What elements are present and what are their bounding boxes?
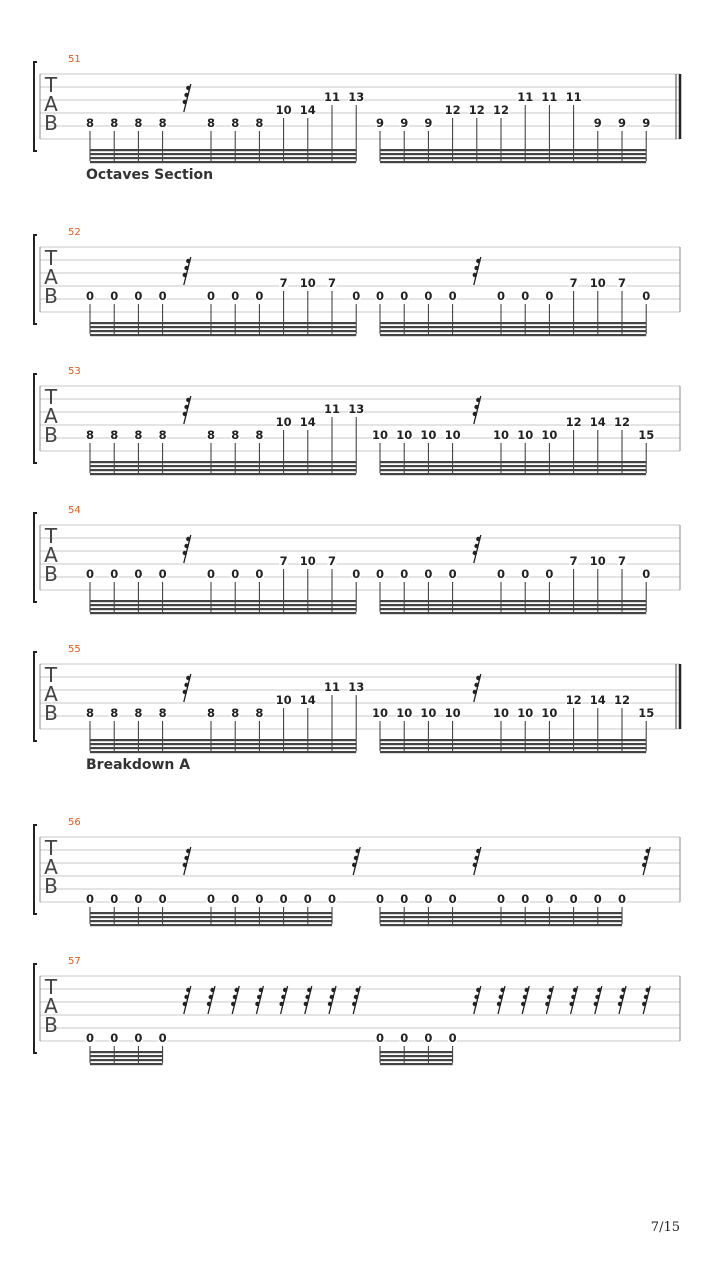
fret-number: 0: [110, 289, 119, 303]
fret-number: 8: [134, 428, 143, 442]
sixteenth-rest-icon: [473, 535, 481, 563]
sixteenth-beam: [380, 912, 622, 914]
sixteenth-rest-icon: [642, 986, 650, 1014]
sixteenth-beam: [90, 334, 356, 336]
fret-number: 7: [617, 554, 627, 568]
sixteenth-beam: [380, 916, 622, 918]
tab-clef-letter: B: [44, 701, 58, 725]
sixteenth-beam: [380, 747, 646, 749]
system-bracket: [34, 62, 37, 151]
sixteenth-rest-icon: [207, 986, 215, 1014]
fret-number: 12: [613, 415, 631, 429]
fret-number: 8: [85, 116, 95, 130]
fret-number: 0: [617, 892, 627, 906]
sixteenth-rest-icon: [618, 986, 626, 1014]
system-bracket: [34, 652, 37, 741]
sixteenth-beam: [380, 330, 646, 332]
fret-number: 12: [565, 415, 582, 429]
fret-number: 0: [255, 892, 264, 906]
fret-number: 0: [375, 892, 385, 906]
measure-number: 54: [68, 505, 81, 516]
fret-number: 8: [255, 116, 264, 130]
sixteenth-beam: [380, 1063, 453, 1065]
tab-clef-letter: B: [44, 874, 58, 898]
sixteenth-beam: [90, 739, 356, 741]
fret-number: 0: [496, 289, 506, 303]
fret-number: 12: [444, 103, 461, 117]
fret-number: 11: [541, 90, 558, 104]
sixteenth-beam: [380, 1051, 453, 1053]
sixteenth-beam: [380, 920, 622, 922]
fret-number: 10: [444, 428, 461, 442]
sixteenth-rest-icon: [545, 986, 553, 1014]
sixteenth-rest-icon: [328, 986, 336, 1014]
fret-number: 0: [593, 892, 602, 906]
fret-number: 0: [303, 892, 312, 906]
sixteenth-beam: [90, 1051, 163, 1053]
sixteenth-rest-icon: [183, 847, 191, 875]
tab-system-52: [34, 167, 680, 336]
fret-number: 10: [517, 428, 534, 442]
sixteenth-rest-icon: [183, 257, 191, 285]
sixteenth-beam: [90, 920, 332, 922]
sixteenth-rest-icon: [255, 986, 263, 1014]
sixteenth-rest-icon: [183, 986, 191, 1014]
sixteenth-rest-icon: [473, 257, 481, 285]
sixteenth-beam: [380, 751, 646, 753]
sixteenth-beam: [380, 322, 646, 324]
fret-number: 10: [371, 428, 389, 442]
fret-number: 7: [279, 554, 288, 568]
tab-clef-letter: T: [44, 73, 58, 97]
fret-number: 0: [158, 567, 167, 581]
sixteenth-beam: [90, 473, 356, 475]
fret-number: 8: [110, 428, 119, 442]
fret-number: 0: [424, 1031, 433, 1045]
sixteenth-beam: [380, 161, 646, 163]
sixteenth-beam: [90, 322, 356, 324]
sixteenth-beam: [90, 600, 356, 602]
fret-number: 0: [448, 892, 457, 906]
tab-clef-letter: B: [44, 562, 58, 586]
sixteenth-beam: [90, 743, 356, 745]
tab-clef-letter: A: [44, 855, 58, 879]
fret-number: 11: [565, 90, 582, 104]
sixteenth-beam: [90, 916, 332, 918]
sixteenth-rest-icon: [279, 986, 287, 1014]
fret-number: 0: [206, 289, 216, 303]
tab-clef-letter: B: [44, 423, 58, 447]
fret-number: 7: [617, 276, 627, 290]
sixteenth-rest-icon: [594, 986, 602, 1014]
sixteenth-beam: [90, 1055, 163, 1057]
sixteenth-beam: [380, 604, 646, 606]
fret-number: 8: [231, 116, 240, 130]
sixteenth-beam: [90, 330, 356, 332]
system-bracket: [34, 374, 37, 463]
fret-number: 8: [110, 116, 119, 130]
fret-number: 0: [496, 567, 506, 581]
tab-clef-letter: T: [44, 385, 58, 409]
fret-number: 8: [158, 428, 167, 442]
fret-number: 13: [348, 680, 365, 694]
sixteenth-rest-icon: [183, 535, 191, 563]
sixteenth-beam: [90, 153, 356, 155]
sixteenth-beam: [380, 157, 646, 159]
fret-number: 10: [444, 706, 461, 720]
measure-number: 51: [68, 54, 81, 65]
fret-number: 12: [492, 103, 510, 117]
fret-number: 0: [569, 892, 578, 906]
sixteenth-beam: [380, 461, 646, 463]
fret-number: 0: [424, 892, 433, 906]
fret-number: 10: [541, 706, 558, 720]
fret-number: 10: [371, 706, 389, 720]
sixteenth-beam: [90, 461, 356, 463]
sixteenth-beam: [90, 465, 356, 467]
fret-number: 0: [352, 289, 361, 303]
tab-clef-letter: T: [44, 663, 58, 687]
fret-number: 10: [420, 428, 437, 442]
sixteenth-rest-icon: [497, 986, 505, 1014]
fret-number: 14: [589, 415, 606, 429]
sixteenth-rest-icon: [569, 986, 577, 1014]
fret-number: 0: [496, 892, 506, 906]
fret-number: 9: [424, 116, 433, 130]
fret-number: 7: [327, 554, 337, 568]
fret-number: 0: [545, 567, 554, 581]
tab-clef-letter: T: [44, 836, 58, 860]
fret-number: 0: [231, 567, 240, 581]
fret-number: 0: [375, 1031, 385, 1045]
fret-number: 10: [589, 554, 606, 568]
sixteenth-rest-icon: [183, 84, 191, 112]
fret-number: 0: [545, 289, 554, 303]
fret-number: 0: [521, 289, 530, 303]
section-heading: Breakdown A: [86, 757, 191, 773]
tab-system-53: [34, 366, 680, 475]
sixteenth-beam: [380, 600, 646, 602]
fret-number: 8: [255, 428, 264, 442]
fret-number: 0: [448, 1031, 457, 1045]
sixteenth-beam: [90, 157, 356, 159]
fret-number: 9: [617, 116, 627, 130]
fret-number: 0: [158, 289, 167, 303]
measure-number: 56: [68, 817, 81, 828]
sixteenth-beam: [90, 1059, 163, 1061]
fret-number: 0: [521, 567, 530, 581]
fret-number: 13: [348, 90, 365, 104]
sixteenth-rest-icon: [642, 847, 650, 875]
sixteenth-beam: [90, 751, 356, 753]
tab-system-51: [34, 54, 680, 163]
fret-number: 0: [642, 567, 651, 581]
system-bracket: [34, 964, 37, 1053]
fret-number: 10: [396, 706, 413, 720]
tab-system-56: [34, 757, 680, 926]
sixteenth-rest-icon: [473, 986, 481, 1014]
tab-clef-letter: T: [44, 524, 58, 548]
tab-clef-letter: B: [44, 1013, 58, 1037]
fret-number: 8: [206, 116, 216, 130]
tab-system-54: [34, 505, 680, 614]
fret-number: 10: [275, 103, 292, 117]
measure-number: 53: [68, 366, 81, 377]
fret-number: 0: [352, 567, 361, 581]
fret-number: 13: [348, 402, 365, 416]
tab-clef-letter: A: [44, 265, 58, 289]
fret-number: 8: [206, 428, 216, 442]
fret-number: 10: [299, 554, 316, 568]
fret-number: 8: [110, 706, 119, 720]
fret-number: 0: [134, 1031, 143, 1045]
fret-number: 0: [255, 567, 264, 581]
sixteenth-rest-icon: [183, 396, 191, 424]
fret-number: 10: [420, 706, 437, 720]
sixteenth-rest-icon: [352, 847, 360, 875]
fret-number: 9: [400, 116, 409, 130]
measure-number: 55: [68, 644, 81, 655]
fret-number: 0: [85, 892, 95, 906]
fret-number: 11: [323, 680, 341, 694]
tab-system-55: [34, 644, 680, 753]
sixteenth-beam: [380, 743, 646, 745]
fret-number: 0: [400, 1031, 409, 1045]
fret-number: 14: [299, 415, 316, 429]
fret-number: 8: [255, 706, 264, 720]
fret-number: 7: [569, 276, 578, 290]
measure-number: 57: [68, 956, 81, 967]
fret-number: 8: [85, 428, 95, 442]
fret-number: 0: [424, 567, 433, 581]
sixteenth-beam: [90, 149, 356, 151]
fret-number: 7: [279, 276, 288, 290]
fret-number: 0: [206, 567, 216, 581]
fret-number: 14: [299, 103, 316, 117]
fret-number: 15: [638, 428, 655, 442]
tab-clef-letter: A: [44, 543, 58, 567]
fret-number: 14: [299, 693, 316, 707]
fret-number: 8: [231, 706, 240, 720]
sixteenth-beam: [90, 912, 332, 914]
sixteenth-rest-icon: [473, 396, 481, 424]
sixteenth-rest-icon: [352, 986, 360, 1014]
fret-number: 10: [299, 276, 316, 290]
fret-number: 10: [517, 706, 534, 720]
sixteenth-beam: [380, 153, 646, 155]
fret-number: 0: [134, 567, 143, 581]
sixteenth-beam: [380, 469, 646, 471]
fret-number: 9: [642, 116, 651, 130]
fret-number: 0: [85, 1031, 95, 1045]
fret-number: 0: [327, 892, 337, 906]
fret-number: 10: [396, 428, 413, 442]
fret-number: 11: [517, 90, 534, 104]
sixteenth-beam: [90, 326, 356, 328]
tab-clef-letter: A: [44, 92, 58, 116]
fret-number: 7: [327, 276, 337, 290]
sixteenth-rest-icon: [231, 986, 239, 1014]
fret-number: 8: [158, 116, 167, 130]
tab-system-57: [34, 956, 680, 1065]
fret-number: 9: [375, 116, 385, 130]
fret-number: 0: [279, 892, 288, 906]
fret-number: 0: [231, 289, 240, 303]
sixteenth-beam: [90, 469, 356, 471]
sixteenth-beam: [380, 149, 646, 151]
fret-number: 0: [375, 289, 385, 303]
sixteenth-beam: [90, 604, 356, 606]
fret-number: 0: [85, 289, 95, 303]
fret-number: 11: [323, 402, 341, 416]
tab-clef-letter: A: [44, 682, 58, 706]
fret-number: 10: [275, 415, 292, 429]
fret-number: 10: [589, 276, 606, 290]
fret-number: 0: [158, 1031, 167, 1045]
measure-number: 52: [68, 227, 81, 238]
fret-number: 0: [545, 892, 554, 906]
sixteenth-beam: [380, 1059, 453, 1061]
sixteenth-beam: [380, 465, 646, 467]
sixteenth-beam: [380, 924, 622, 926]
sixteenth-rest-icon: [183, 674, 191, 702]
fret-number: 0: [134, 892, 143, 906]
fret-number: 8: [206, 706, 216, 720]
sixteenth-beam: [380, 608, 646, 610]
sixteenth-beam: [90, 608, 356, 610]
tab-clef-letter: B: [44, 111, 58, 135]
sixteenth-beam: [380, 473, 646, 475]
fret-number: 8: [158, 706, 167, 720]
fret-number: 14: [589, 693, 606, 707]
sixteenth-rest-icon: [521, 986, 529, 1014]
fret-number: 12: [613, 693, 631, 707]
sixteenth-beam: [90, 161, 356, 163]
sixteenth-beam: [380, 739, 646, 741]
tab-clef-letter: A: [44, 404, 58, 428]
sixteenth-beam: [90, 924, 332, 926]
sixteenth-beam: [380, 326, 646, 328]
tab-clef-letter: T: [44, 246, 58, 270]
fret-number: 8: [231, 428, 240, 442]
fret-number: 0: [85, 567, 95, 581]
section-heading: Octaves Section: [86, 167, 214, 183]
fret-number: 15: [638, 706, 655, 720]
fret-number: 0: [206, 892, 216, 906]
sixteenth-rest-icon: [304, 986, 312, 1014]
fret-number: 8: [134, 706, 143, 720]
fret-number: 0: [448, 289, 457, 303]
sixteenth-beam: [90, 747, 356, 749]
fret-number: 0: [110, 1031, 119, 1045]
fret-number: 0: [521, 892, 530, 906]
sixteenth-rest-icon: [473, 674, 481, 702]
fret-number: 0: [375, 567, 385, 581]
fret-number: 10: [492, 706, 510, 720]
fret-number: 0: [231, 892, 240, 906]
system-bracket: [34, 235, 37, 324]
fret-number: 0: [400, 892, 409, 906]
tab-clef-letter: A: [44, 994, 58, 1018]
fret-number: 10: [275, 693, 292, 707]
system-bracket: [34, 825, 37, 914]
sixteenth-beam: [90, 1063, 163, 1065]
fret-number: 0: [400, 567, 409, 581]
fret-number: 12: [565, 693, 582, 707]
fret-number: 0: [400, 289, 409, 303]
sixteenth-rest-icon: [473, 847, 481, 875]
fret-number: 0: [110, 567, 119, 581]
fret-number: 7: [569, 554, 578, 568]
fret-number: 9: [593, 116, 602, 130]
fret-number: 12: [468, 103, 485, 117]
system-bracket: [34, 513, 37, 602]
fret-number: 0: [424, 289, 433, 303]
fret-number: 11: [323, 90, 341, 104]
sixteenth-beam: [380, 334, 646, 336]
fret-number: 10: [541, 428, 558, 442]
fret-number: 0: [642, 289, 651, 303]
tab-clef-letter: B: [44, 284, 58, 308]
fret-number: 0: [134, 289, 143, 303]
tab-clef-letter: T: [44, 975, 58, 999]
fret-number: 0: [110, 892, 119, 906]
fret-number: 8: [134, 116, 143, 130]
page-number: 7/15: [650, 1220, 680, 1235]
fret-number: 0: [448, 567, 457, 581]
fret-number: 8: [85, 706, 95, 720]
fret-number: 0: [158, 892, 167, 906]
fret-number: 0: [255, 289, 264, 303]
sixteenth-beam: [380, 612, 646, 614]
sixteenth-beam: [380, 1055, 453, 1057]
sixteenth-beam: [90, 612, 356, 614]
fret-number: 10: [492, 428, 510, 442]
